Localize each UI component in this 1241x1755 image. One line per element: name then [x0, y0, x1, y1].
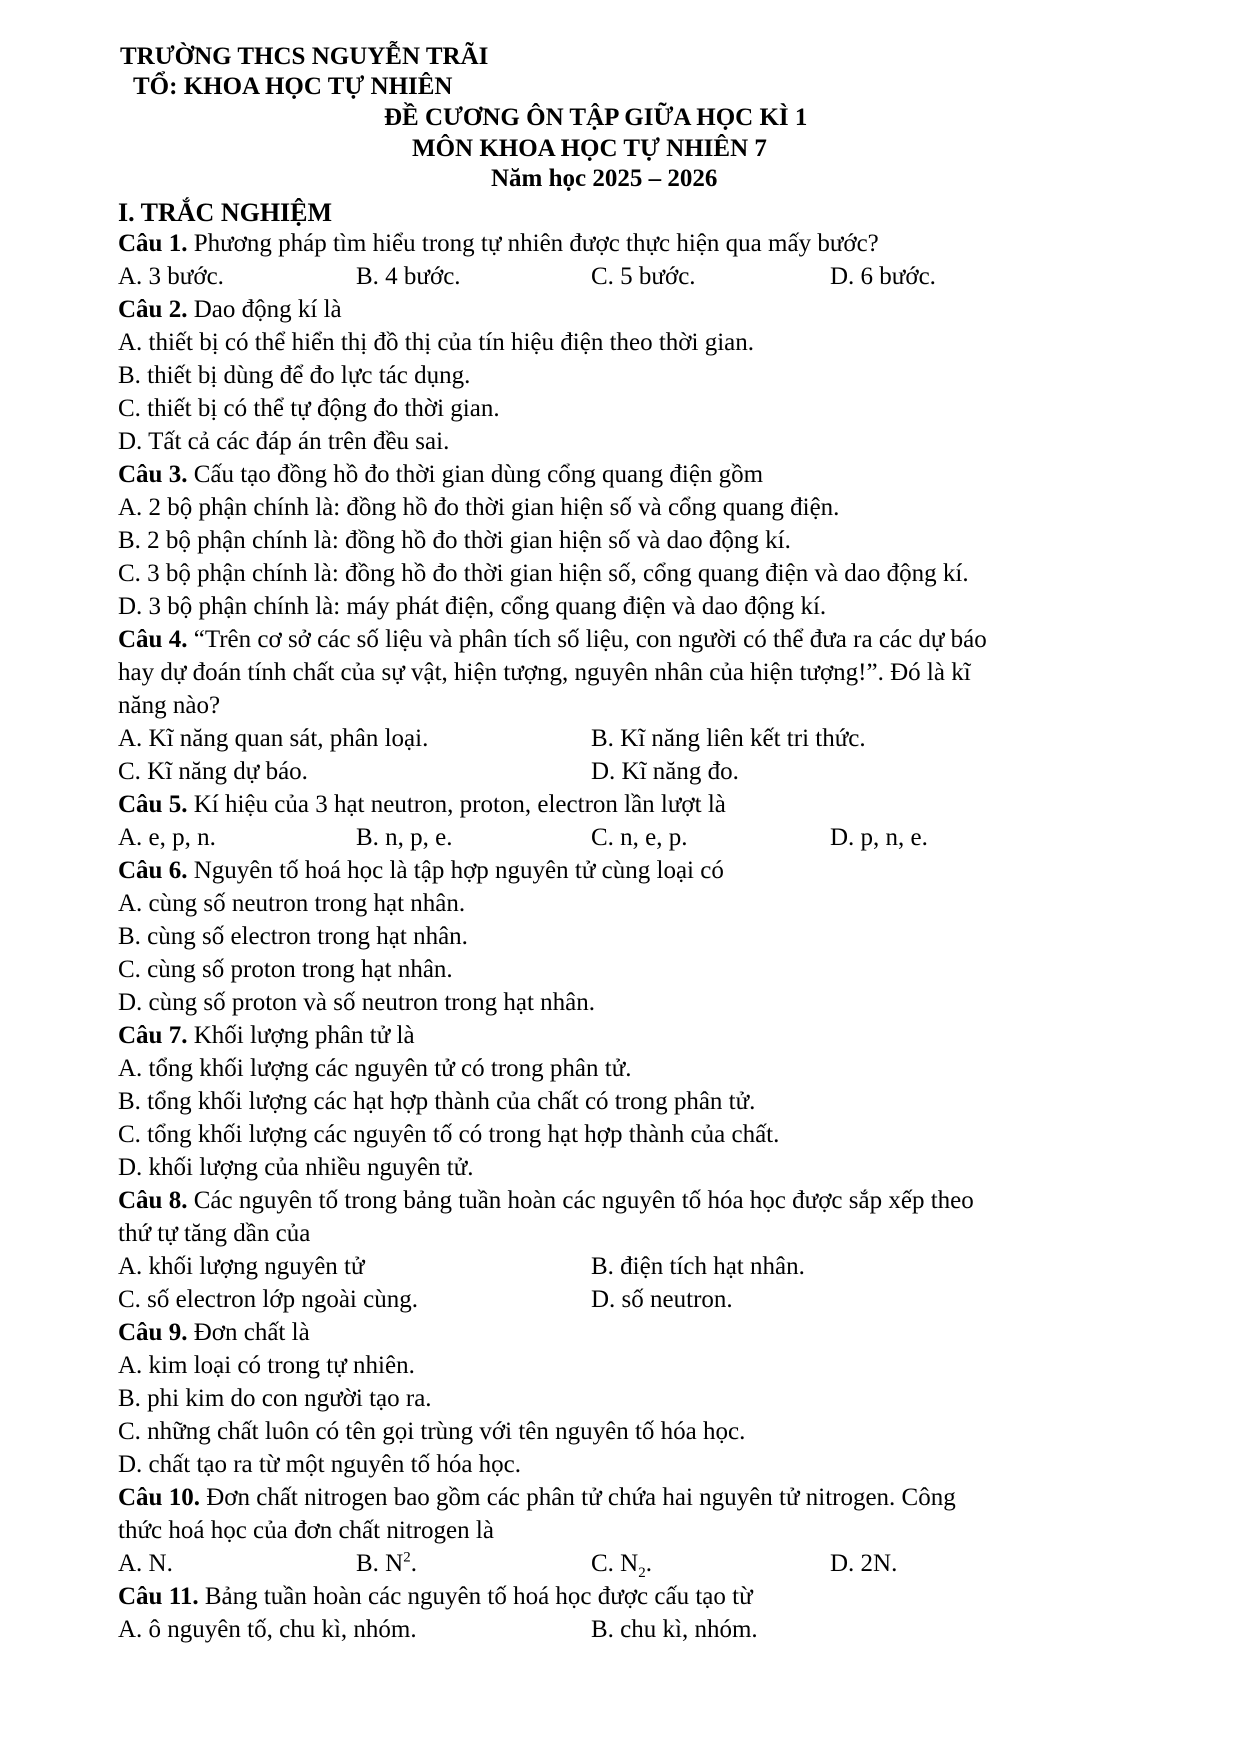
- option-b: B. n, p, e.: [356, 824, 453, 851]
- option-a: A. Kĩ năng quan sát, phân loại.: [118, 725, 429, 752]
- question-text: Kí hiệu của 3 hạt neutron, proton, electron lần lượt là: [193, 791, 726, 818]
- option-a: A. e, p, n.: [118, 824, 216, 851]
- section-heading: I. TRẮC NGHIỆM: [118, 198, 333, 227]
- subscript: 2: [638, 1565, 646, 1581]
- option-b: B. thiết bị dùng để đo lực tác dụng.: [118, 362, 471, 389]
- question-text: Đơn chất là: [193, 1319, 310, 1346]
- department-name: TỔ: KHOA HỌC TỰ NHIÊN: [133, 73, 453, 100]
- option-a: A. tổng khối lượng các nguyên tử có trong phân tử.: [118, 1055, 632, 1082]
- option-b-punct: .: [410, 1550, 417, 1577]
- question-9: [118, 1318, 310, 1348]
- question-text: Bảng tuần hoàn các nguyên tố hoá học được cấu tạo từ: [204, 1583, 753, 1610]
- option-b: B. cùng số electron trong hạt nhân.: [118, 923, 468, 950]
- option-b: [356, 1549, 417, 1579]
- option-b: B. phi kim do con người tạo ra.: [118, 1385, 432, 1412]
- option-d: D. số neutron.: [591, 1286, 733, 1313]
- option-b: B. 2 bộ phận chính là: đồng hồ đo thời gian hiện số và dao động kí.: [118, 527, 791, 554]
- option-d: D. cùng số proton và số neutron trong hạt nhân.: [118, 989, 596, 1016]
- option-d: D. khối lượng của nhiều nguyên tử.: [118, 1154, 474, 1181]
- question-6: [118, 856, 724, 886]
- question-label: Câu 11.: [118, 1583, 199, 1610]
- question-label: Câu 7.: [118, 1022, 188, 1049]
- question-label: Câu 2.: [118, 296, 188, 323]
- option-b: B. Kĩ năng liên kết tri thức.: [591, 725, 866, 752]
- option-c: C. số electron lớp ngoài cùng.: [118, 1286, 418, 1313]
- option-c-text: C. N: [591, 1550, 639, 1577]
- school-name: TRƯỜNG THCS NGUYỄN TRÃI: [120, 43, 489, 70]
- option-d: D. chất tạo ra từ một nguyên tố hóa học.: [118, 1451, 522, 1478]
- option-c: C. tổng khối lượng các nguyên tố có trong hạt hợp thành của chất.: [118, 1121, 780, 1148]
- option-c-punct: .: [645, 1550, 652, 1577]
- question-label: Câu 6.: [118, 857, 188, 884]
- option-d: D. 2N.: [830, 1550, 898, 1577]
- question-label: Câu 5.: [118, 791, 188, 818]
- question-7: [118, 1021, 415, 1051]
- option-c: C. Kĩ năng dự báo.: [118, 758, 308, 785]
- question-text-line: thức hoá học của đơn chất nitrogen là: [118, 1517, 494, 1544]
- question-text: Khối lượng phân tử là: [193, 1022, 415, 1049]
- option-c: C. n, e, p.: [591, 824, 688, 851]
- option-c: C. những chất luôn có tên gọi trùng với tên nguyên tố hóa học.: [118, 1418, 746, 1445]
- option-a: A. 2 bộ phận chính là: đồng hồ đo thời gian hiện số và cổng quang điện.: [118, 494, 840, 521]
- subject-title: MÔN KHOA HỌC TỰ NHIÊN 7: [412, 135, 767, 162]
- question-label: Câu 10.: [118, 1484, 200, 1511]
- question-text: “Trên cơ sở các số liệu và phân tích số liệu, con người có thể đưa ra các dự báo: [193, 626, 987, 653]
- option-a: A. N.: [118, 1550, 173, 1577]
- question-10: [118, 1483, 956, 1513]
- question-1: [118, 229, 879, 259]
- question-label: Câu 3.: [118, 461, 188, 488]
- option-a: A. ô nguyên tố, chu kì, nhóm.: [118, 1616, 417, 1643]
- document-title: ĐỀ CƯƠNG ÔN TẬP GIỮA HỌC KÌ 1: [384, 104, 808, 131]
- option-a: A. 3 bước.: [118, 263, 224, 290]
- option-b-text: B. N: [356, 1550, 404, 1577]
- question-text: Các nguyên tố trong bảng tuần hoàn các nguyên tố hóa học được sắp xếp theo: [193, 1187, 974, 1214]
- school-year: Năm học 2025 – 2026: [491, 165, 718, 192]
- question-text: Đơn chất nitrogen bao gồm các phân tử chứa hai nguyên tử nitrogen. Công: [206, 1484, 956, 1511]
- question-8: [118, 1186, 974, 1216]
- option-d: D. 6 bước.: [830, 263, 936, 290]
- question-label: Câu 8.: [118, 1187, 188, 1214]
- question-label: Câu 1.: [118, 230, 188, 257]
- option-d: D. p, n, e.: [830, 824, 928, 851]
- question-5: [118, 790, 726, 820]
- option-c: C. 5 bước.: [591, 263, 696, 290]
- question-text-line: năng nào?: [118, 692, 221, 719]
- option-d: D. Tất cả các đáp án trên đều sai.: [118, 428, 450, 455]
- option-a: A. khối lượng nguyên tử: [118, 1253, 365, 1280]
- option-b: B. điện tích hạt nhân.: [591, 1253, 805, 1280]
- option-d: D. Kĩ năng đo.: [591, 758, 739, 785]
- question-3: [118, 460, 763, 490]
- question-4: [118, 625, 987, 655]
- option-c: [591, 1549, 652, 1579]
- option-b: B. 4 bước.: [356, 263, 461, 290]
- option-c: C. cùng số proton trong hạt nhân.: [118, 956, 453, 983]
- question-text: Cấu tạo đồng hồ đo thời gian dùng cổng quang điện gồm: [193, 461, 764, 488]
- option-c: C. thiết bị có thể tự động đo thời gian.: [118, 395, 500, 422]
- option-a: A. thiết bị có thể hiển thị đồ thị của tín hiệu điện theo thời gian.: [118, 329, 755, 356]
- question-text: Phương pháp tìm hiểu trong tự nhiên được thực hiện qua mấy bước?: [193, 230, 879, 257]
- option-a: A. cùng số neutron trong hạt nhân.: [118, 890, 466, 917]
- option-a: A. kim loại có trong tự nhiên.: [118, 1352, 415, 1379]
- option-c: C. 3 bộ phận chính là: đồng hồ đo thời gian hiện số, cổng quang điện và dao động kí.: [118, 560, 969, 587]
- question-text-line: hay dự đoán tính chất của sự vật, hiện tượng, nguyên nhân của hiện tượng!”. Đó là kĩ: [118, 659, 971, 686]
- question-text-line: thứ tự tăng dần của: [118, 1220, 311, 1247]
- option-d: D. 3 bộ phận chính là: máy phát điện, cổng quang điện và dao động kí.: [118, 593, 827, 620]
- question-text: Nguyên tố hoá học là tập hợp nguyên tử cùng loại có: [193, 857, 724, 884]
- question-11: [118, 1582, 753, 1612]
- option-b: B. chu kì, nhóm.: [591, 1616, 758, 1643]
- superscript: 2: [403, 1549, 411, 1566]
- question-text: Dao động kí là: [193, 296, 342, 323]
- option-b: B. tổng khối lượng các hạt hợp thành của chất có trong phân tử.: [118, 1088, 756, 1115]
- question-2: [118, 295, 342, 325]
- question-label: Câu 4.: [118, 626, 188, 653]
- question-label: Câu 9.: [118, 1319, 188, 1346]
